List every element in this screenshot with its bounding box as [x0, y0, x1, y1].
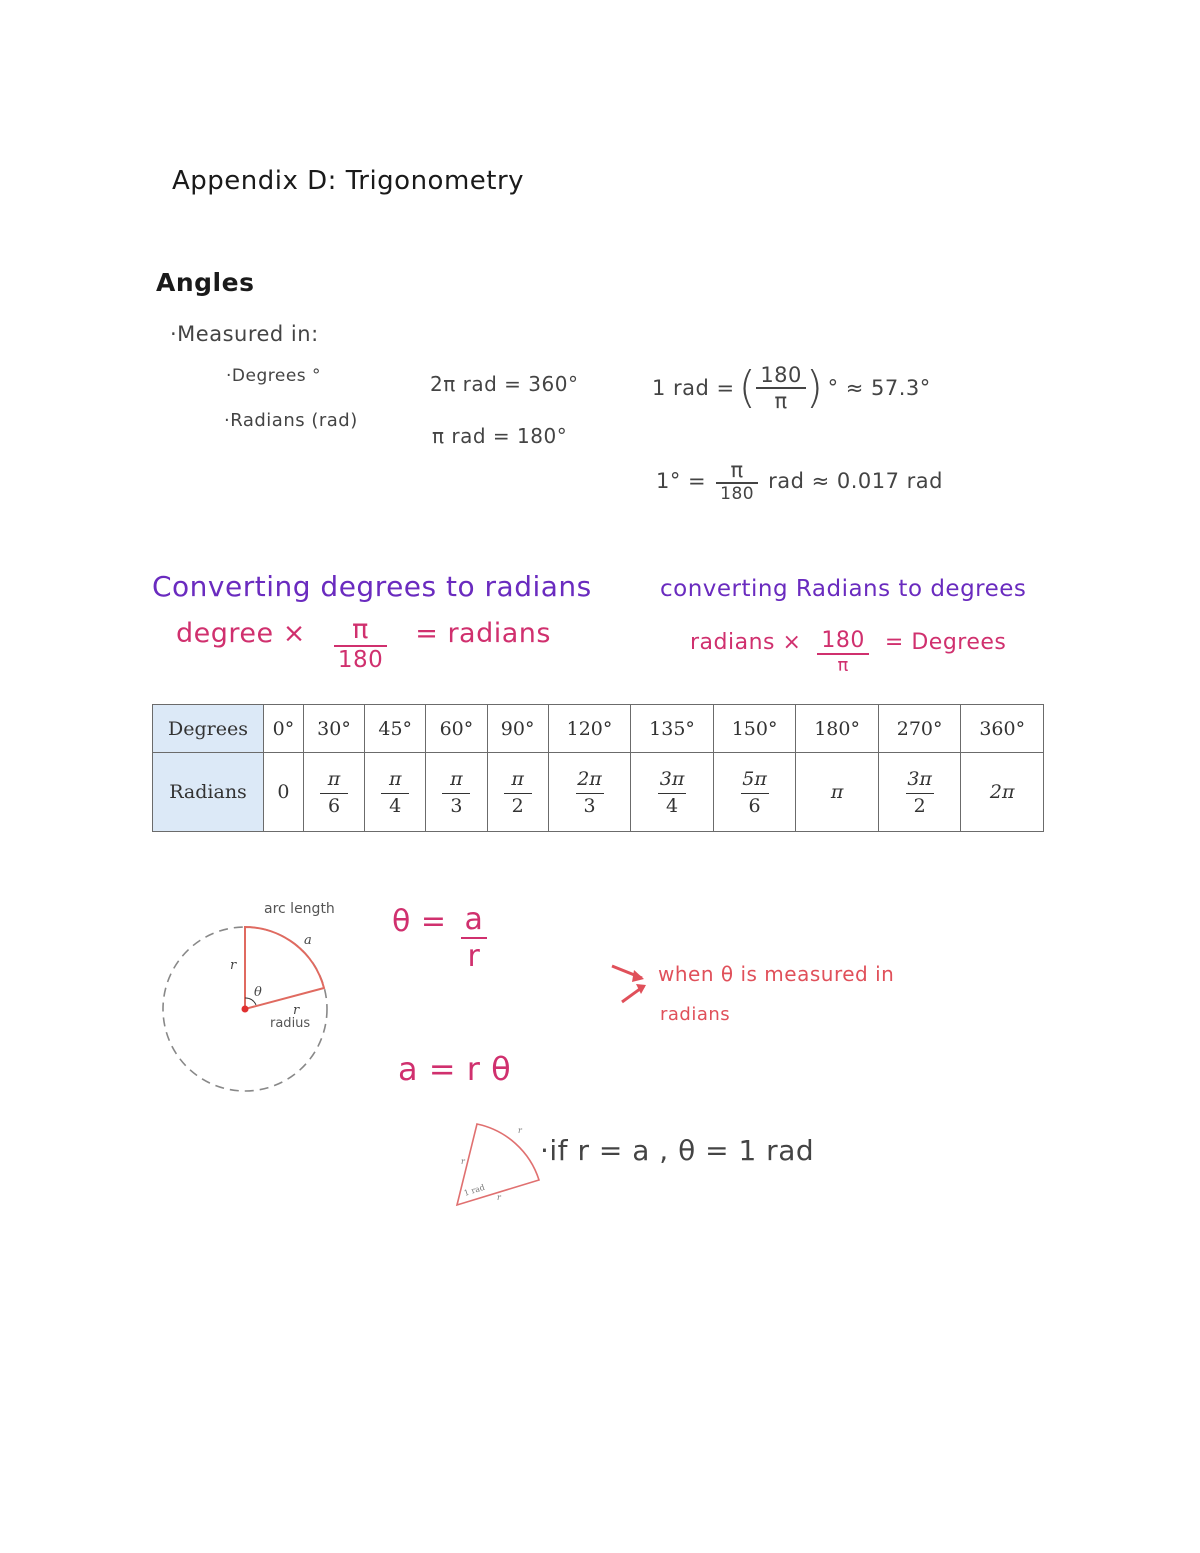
radius-label: radius — [270, 1016, 311, 1031]
measured-in-label: ·Measured in: — [170, 322, 319, 346]
table-cell-degree: 180° — [796, 705, 879, 753]
table-cell-radian — [713, 753, 796, 832]
theta-label: θ — [254, 985, 262, 1000]
arc-length-label: arc length — [264, 901, 335, 917]
table-cell-radian — [796, 753, 879, 832]
fraction-bar — [658, 793, 686, 794]
table-cell-radian — [487, 753, 548, 832]
formula-left-den: 180 — [337, 647, 384, 673]
fraction-bar — [381, 793, 409, 794]
fraction-bar — [576, 793, 604, 794]
formula-deg-to-rad — [176, 614, 551, 673]
radian-num: π — [388, 767, 402, 790]
theta-formula-fraction — [461, 902, 488, 974]
fraction-bar — [906, 793, 934, 794]
one-rad-label: 1 rad — [462, 1182, 486, 1198]
one-radian-diagram — [450, 1118, 548, 1210]
eq-1deg-rhs: rad ≈ 0.017 rad — [768, 469, 943, 493]
table-cell-radian — [365, 753, 426, 832]
radian-den: 4 — [389, 794, 402, 817]
fraction-bar — [320, 793, 348, 794]
formula-right-num: 180 — [821, 628, 865, 653]
theta-formula-num: a — [464, 902, 484, 937]
unit-radians: ·Radians (rad) — [224, 410, 358, 431]
equation-1rad — [652, 362, 931, 413]
row-header-radians: Radians — [153, 753, 264, 832]
table-cell-degree: 150° — [713, 705, 796, 753]
radian-num: π — [450, 767, 463, 790]
table-cell-degree: 135° — [631, 705, 714, 753]
formula-left-rhs: = radians — [415, 618, 551, 649]
paren-open: ( — [738, 362, 757, 413]
eq-1deg-den: 180 — [720, 484, 755, 504]
theta-formula-lhs: θ = — [392, 904, 447, 939]
table-cell-degree: 360° — [961, 705, 1044, 753]
equation-pi: π rad = 180° — [432, 424, 568, 448]
table-cell-degree: 270° — [878, 705, 961, 753]
radian-num: 2π — [989, 781, 1015, 804]
formula-rad-to-deg — [690, 628, 1006, 676]
table-row-radians — [153, 753, 1044, 832]
radius-r2-label: r — [293, 1003, 300, 1018]
convert-deg-to-rad-heading: Converting degrees to radians — [152, 570, 592, 603]
radian-den: 4 — [666, 794, 679, 817]
table-cell-radian — [426, 753, 487, 832]
unit-degrees: ·Degrees ° — [226, 366, 322, 386]
arc-diagram — [150, 890, 370, 1100]
radian-den: 2 — [511, 794, 524, 817]
radian-num: π — [327, 767, 341, 790]
if-r-equals-a-note: ·if r = a , θ = 1 rad — [540, 1134, 815, 1167]
fraction-bar — [741, 793, 769, 794]
eq-1rad-lhs: 1 rad = — [652, 375, 735, 400]
sector-r-label: r — [518, 1126, 522, 1135]
table-cell-degree: 45° — [365, 705, 426, 753]
table-cell-radian — [961, 753, 1044, 832]
eq-1deg-fraction — [716, 458, 758, 504]
table-row-degrees — [153, 705, 1044, 753]
eq-1rad-fraction — [756, 363, 806, 413]
table-cell-radian — [548, 753, 631, 832]
radius-r-label: r — [230, 958, 237, 973]
formula-right-lhs: radians × — [690, 630, 802, 655]
eq-1rad-num: 180 — [760, 362, 802, 387]
radian-num: π — [511, 767, 524, 790]
arc-a-label: a — [304, 933, 312, 948]
table-cell-radian — [878, 753, 961, 832]
arrows-icon — [608, 962, 654, 1008]
section-heading: Angles — [156, 268, 255, 297]
formula-left-lhs: degree × — [176, 618, 306, 649]
eq-1rad-rhs: ° ≈ 57.3° — [827, 375, 931, 400]
eq-1deg-num: π — [730, 458, 744, 482]
sector-r-label: r — [461, 1157, 465, 1166]
radian-num: 2π — [577, 767, 602, 790]
table-cell-radian — [303, 753, 364, 832]
table-cell-degree: 60° — [426, 705, 487, 753]
arc-formula: a = r θ — [398, 1050, 512, 1088]
theta-formula-den: r — [467, 939, 481, 974]
radian-den: 2 — [913, 794, 926, 817]
radian-den: 6 — [327, 794, 341, 817]
radian-num: 0 — [277, 781, 290, 804]
formula-right-rhs: = Degrees — [884, 630, 1007, 655]
page-title: Appendix D: Trigonometry — [172, 166, 525, 196]
row-header-degrees: Degrees — [153, 705, 264, 753]
note-line2: radians — [660, 1004, 731, 1025]
center-point — [242, 1006, 249, 1013]
eq-1deg-lhs: 1° = — [656, 469, 707, 493]
table-cell-degree: 0° — [264, 705, 304, 753]
fraction-bar — [504, 793, 532, 794]
table-cell-radian — [631, 753, 714, 832]
eq-1rad-den: π — [774, 388, 788, 413]
radian-num: 3π — [907, 767, 932, 790]
table-cell-degree: 30° — [303, 705, 364, 753]
fraction-bar — [442, 793, 470, 794]
formula-right-fraction — [817, 628, 869, 676]
sector-r-label: r — [497, 1193, 501, 1202]
theta-formula — [392, 902, 487, 974]
radian-den: 6 — [748, 794, 761, 817]
radian-den: 3 — [583, 794, 596, 817]
table-cell-radian — [264, 753, 304, 832]
radian-num: π — [830, 781, 844, 804]
radian-num: 5π — [742, 767, 767, 790]
radian-num: 3π — [659, 767, 685, 790]
equation-2pi: 2π rad = 360° — [430, 372, 579, 396]
conversion-table — [152, 704, 1044, 832]
equation-1deg — [656, 458, 943, 504]
paren-close: ) — [805, 362, 824, 413]
formula-right-den: π — [837, 655, 849, 676]
radian-den: 3 — [450, 794, 463, 817]
convert-rad-to-deg-heading: converting Radians to degrees — [660, 576, 1027, 602]
formula-left-num: π — [352, 614, 369, 645]
formula-left-fraction — [334, 614, 387, 673]
table-cell-degree: 90° — [487, 705, 548, 753]
note-line1: when θ is measured in — [658, 962, 895, 986]
table-cell-degree: 120° — [548, 705, 631, 753]
